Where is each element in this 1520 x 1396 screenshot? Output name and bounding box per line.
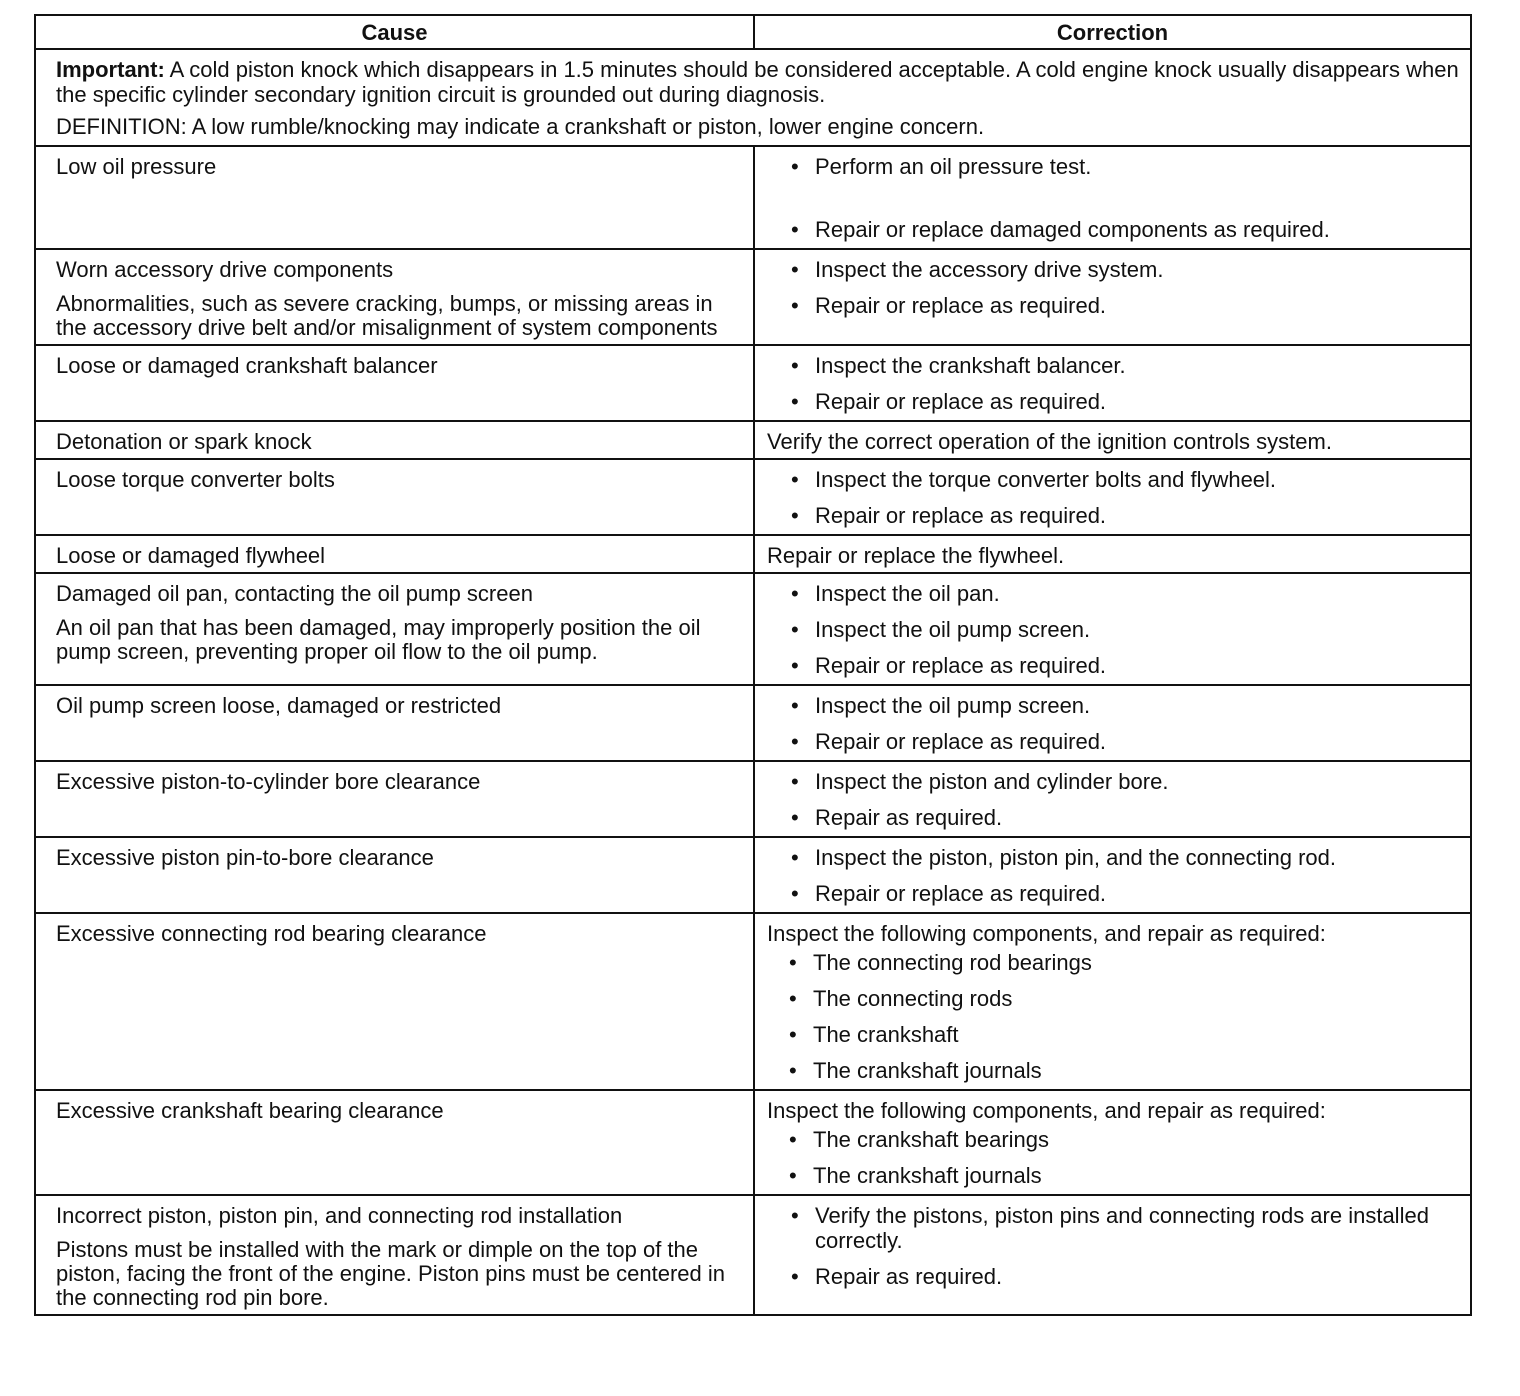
bullet-icon: • bbox=[789, 986, 797, 1011]
bullet-icon: • bbox=[791, 1264, 799, 1289]
bullet-icon: • bbox=[791, 769, 799, 794]
cause-cell bbox=[35, 421, 754, 459]
cause-title: Loose torque converter bolts bbox=[56, 467, 335, 492]
cause-title: Worn accessory drive components bbox=[56, 257, 394, 282]
cause-title: Loose or damaged crankshaft balancer bbox=[56, 353, 438, 378]
correction-item-text: Repair or replace as required. bbox=[815, 881, 1107, 906]
important-label: Important: bbox=[56, 57, 165, 82]
correction-list bbox=[767, 257, 1460, 318]
correction-list bbox=[767, 845, 1460, 906]
correction-item-text: The crankshaft bearings bbox=[813, 1127, 1050, 1152]
cause-cell bbox=[35, 913, 754, 1090]
correction-item-text: Repair or replace as required. bbox=[815, 653, 1107, 678]
correction-item bbox=[767, 693, 1460, 718]
correction-item-text: Repair or replace as required. bbox=[815, 729, 1107, 754]
correction-item-text: Inspect the piston and cylinder bore. bbox=[815, 769, 1169, 794]
correction-intro: Inspect the following components, and repair as required: bbox=[767, 1098, 1326, 1123]
bullet-icon: • bbox=[791, 503, 799, 528]
cause-cell bbox=[35, 146, 754, 249]
correction-list bbox=[767, 693, 1460, 754]
bullet-icon: • bbox=[791, 389, 799, 414]
table-row bbox=[35, 1195, 1471, 1315]
diagnostic-table bbox=[34, 14, 1472, 1316]
correction-item-text: Repair as required. bbox=[815, 1264, 1003, 1289]
correction-text: Repair or replace the flywheel. bbox=[767, 543, 1065, 568]
cause-cell bbox=[35, 573, 754, 685]
correction-item-text: Repair or replace as required. bbox=[815, 503, 1107, 528]
correction-cell bbox=[754, 1090, 1471, 1195]
correction-cell bbox=[754, 146, 1471, 249]
correction-item bbox=[767, 769, 1460, 794]
bullet-icon: • bbox=[791, 154, 799, 179]
table-row bbox=[35, 345, 1471, 421]
correction-item bbox=[767, 729, 1460, 754]
bullet-icon: • bbox=[789, 1163, 797, 1188]
table-row bbox=[35, 535, 1471, 573]
cause-title: Detonation or spark knock bbox=[56, 429, 312, 454]
correction-cell bbox=[754, 573, 1471, 685]
bullet-icon: • bbox=[791, 353, 799, 378]
correction-list bbox=[767, 581, 1460, 678]
correction-item-text: The crankshaft journals bbox=[813, 1058, 1042, 1083]
cause-title: Oil pump screen loose, damaged or restricted bbox=[56, 693, 502, 718]
correction-item-text: The crankshaft journals bbox=[813, 1163, 1042, 1188]
correction-cell bbox=[754, 535, 1471, 573]
cause-title: Excessive piston-to-cylinder bore clearance bbox=[56, 769, 481, 794]
bullet-icon: • bbox=[791, 217, 799, 242]
cause-cell bbox=[35, 685, 754, 761]
correction-cell bbox=[754, 913, 1471, 1090]
cause-detail: An oil pan that has been damaged, may improperly position the oil pump screen, preventing proper oil flow to the oil pump. bbox=[56, 615, 701, 664]
correction-item-text: The connecting rod bearings bbox=[813, 950, 1092, 975]
correction-item bbox=[767, 881, 1460, 906]
correction-item bbox=[767, 950, 1460, 975]
bullet-icon: • bbox=[791, 693, 799, 718]
correction-list bbox=[767, 154, 1460, 242]
bullet-icon: • bbox=[791, 729, 799, 754]
correction-cell bbox=[754, 421, 1471, 459]
cause-cell bbox=[35, 1195, 754, 1315]
correction-item-text: Inspect the crankshaft balancer. bbox=[815, 353, 1126, 378]
correction-item bbox=[767, 1022, 1460, 1047]
header-cause: Cause bbox=[35, 15, 754, 49]
correction-item bbox=[767, 257, 1460, 282]
correction-cell bbox=[754, 249, 1471, 345]
table-row bbox=[35, 573, 1471, 685]
correction-item bbox=[767, 389, 1460, 414]
cause-detail: Pistons must be installed with the mark or dimple on the top of the piston, facing the front of the engine. Piston pins must be centered in the connecting rod pin bore. bbox=[56, 1237, 725, 1310]
correction-list bbox=[767, 353, 1460, 414]
correction-cell bbox=[754, 761, 1471, 837]
table-row bbox=[35, 837, 1471, 913]
bullet-icon: • bbox=[789, 1127, 797, 1152]
correction-list bbox=[767, 467, 1460, 528]
bullet-icon: • bbox=[791, 257, 799, 282]
correction-text: Verify the correct operation of the ignition controls system. bbox=[767, 429, 1332, 454]
correction-item bbox=[767, 805, 1460, 830]
correction-item-text: Inspect the oil pump screen. bbox=[815, 617, 1091, 642]
correction-item-text: Inspect the oil pan. bbox=[815, 581, 1000, 606]
correction-item bbox=[767, 217, 1460, 242]
cause-cell bbox=[35, 345, 754, 421]
correction-item-text: Perform an oil pressure test. bbox=[815, 154, 1092, 179]
bullet-icon: • bbox=[789, 1022, 797, 1047]
correction-cell bbox=[754, 1195, 1471, 1315]
correction-item-text: The connecting rods bbox=[813, 986, 1013, 1011]
table-row bbox=[35, 421, 1471, 459]
correction-list bbox=[767, 1127, 1460, 1188]
cause-title: Excessive connecting rod bearing clearance bbox=[56, 921, 487, 946]
correction-item bbox=[767, 1203, 1460, 1253]
correction-item bbox=[767, 1127, 1460, 1152]
bullet-icon: • bbox=[791, 581, 799, 606]
bullet-icon: • bbox=[789, 950, 797, 975]
correction-item bbox=[767, 467, 1460, 492]
correction-item-text: Repair as required. bbox=[815, 805, 1003, 830]
cause-cell bbox=[35, 1090, 754, 1195]
bullet-icon: • bbox=[791, 881, 799, 906]
bullet-icon: • bbox=[791, 1203, 799, 1228]
cause-title: Low oil pressure bbox=[56, 154, 217, 179]
correction-item bbox=[767, 293, 1460, 318]
correction-intro: Inspect the following components, and repair as required: bbox=[767, 921, 1326, 946]
correction-item bbox=[767, 154, 1460, 179]
header-correction: Correction bbox=[754, 15, 1471, 49]
cause-cell bbox=[35, 535, 754, 573]
correction-list bbox=[767, 1203, 1460, 1289]
table-row bbox=[35, 459, 1471, 535]
correction-list bbox=[767, 950, 1460, 1083]
cause-title: Excessive piston pin-to-bore clearance bbox=[56, 845, 434, 870]
cause-title: Loose or damaged flywheel bbox=[56, 543, 326, 568]
correction-item bbox=[767, 1058, 1460, 1083]
correction-item-text: Inspect the torque converter bolts and flywheel. bbox=[815, 467, 1277, 492]
bullet-icon: • bbox=[791, 805, 799, 830]
table-row bbox=[35, 249, 1471, 345]
correction-item-text: Repair or replace as required. bbox=[815, 293, 1107, 318]
cause-cell bbox=[35, 761, 754, 837]
correction-item bbox=[767, 1264, 1460, 1289]
correction-cell bbox=[754, 459, 1471, 535]
header-row bbox=[35, 15, 1471, 49]
bullet-icon: • bbox=[791, 845, 799, 870]
correction-item bbox=[767, 1163, 1460, 1188]
table-row bbox=[35, 913, 1471, 1090]
table-row bbox=[35, 1090, 1471, 1195]
cause-cell bbox=[35, 459, 754, 535]
bullet-icon: • bbox=[791, 617, 799, 642]
correction-item-text: Repair or replace as required. bbox=[815, 389, 1107, 414]
correction-item bbox=[767, 617, 1460, 642]
table-row bbox=[35, 146, 1471, 249]
correction-item-text: Repair or replace damaged components as required. bbox=[815, 217, 1330, 242]
cause-title: Excessive crankshaft bearing clearance bbox=[56, 1098, 444, 1123]
bullet-icon: • bbox=[789, 1058, 797, 1083]
correction-item-text: Verify the pistons, piston pins and connecting rods are installed correctly. bbox=[815, 1203, 1429, 1253]
correction-cell bbox=[754, 685, 1471, 761]
correction-item bbox=[767, 353, 1460, 378]
correction-item-text: The crankshaft bbox=[813, 1022, 959, 1047]
important-text: A cold piston knock which disappears in 1.5 minutes should be considered acceptable. A cold engine knock usually disappears when the specific cylinder secondary ignition circuit is grounded out during diagnosis. bbox=[56, 57, 1459, 107]
bullet-icon: • bbox=[791, 467, 799, 492]
correction-item bbox=[767, 503, 1460, 528]
note-row bbox=[35, 49, 1471, 146]
correction-item bbox=[767, 581, 1460, 606]
correction-item bbox=[767, 986, 1460, 1011]
correction-item-text: Inspect the accessory drive system. bbox=[815, 257, 1164, 282]
cause-title: Incorrect piston, piston pin, and connecting rod installation bbox=[56, 1203, 623, 1228]
correction-item bbox=[767, 653, 1460, 678]
bullet-icon: • bbox=[791, 293, 799, 318]
cause-cell bbox=[35, 837, 754, 913]
correction-item-text: Inspect the piston, piston pin, and the connecting rod. bbox=[815, 845, 1337, 870]
important-note bbox=[56, 57, 1460, 107]
correction-cell bbox=[754, 345, 1471, 421]
correction-item-text: Inspect the oil pump screen. bbox=[815, 693, 1091, 718]
correction-item bbox=[767, 845, 1460, 870]
table-row bbox=[35, 761, 1471, 837]
cause-title: Damaged oil pan, contacting the oil pump screen bbox=[56, 581, 533, 606]
cause-detail: Abnormalities, such as severe cracking, bumps, or missing areas in the accessory drive belt and/or misalignment of system components bbox=[56, 291, 718, 340]
cause-cell bbox=[35, 249, 754, 345]
table-row bbox=[35, 685, 1471, 761]
definition-note: DEFINITION: A low rumble/knocking may indicate a crankshaft or piston, lower engine concern. bbox=[56, 114, 985, 139]
bullet-icon: • bbox=[791, 653, 799, 678]
correction-cell bbox=[754, 837, 1471, 913]
note-cell bbox=[35, 49, 1471, 146]
correction-list bbox=[767, 769, 1460, 830]
